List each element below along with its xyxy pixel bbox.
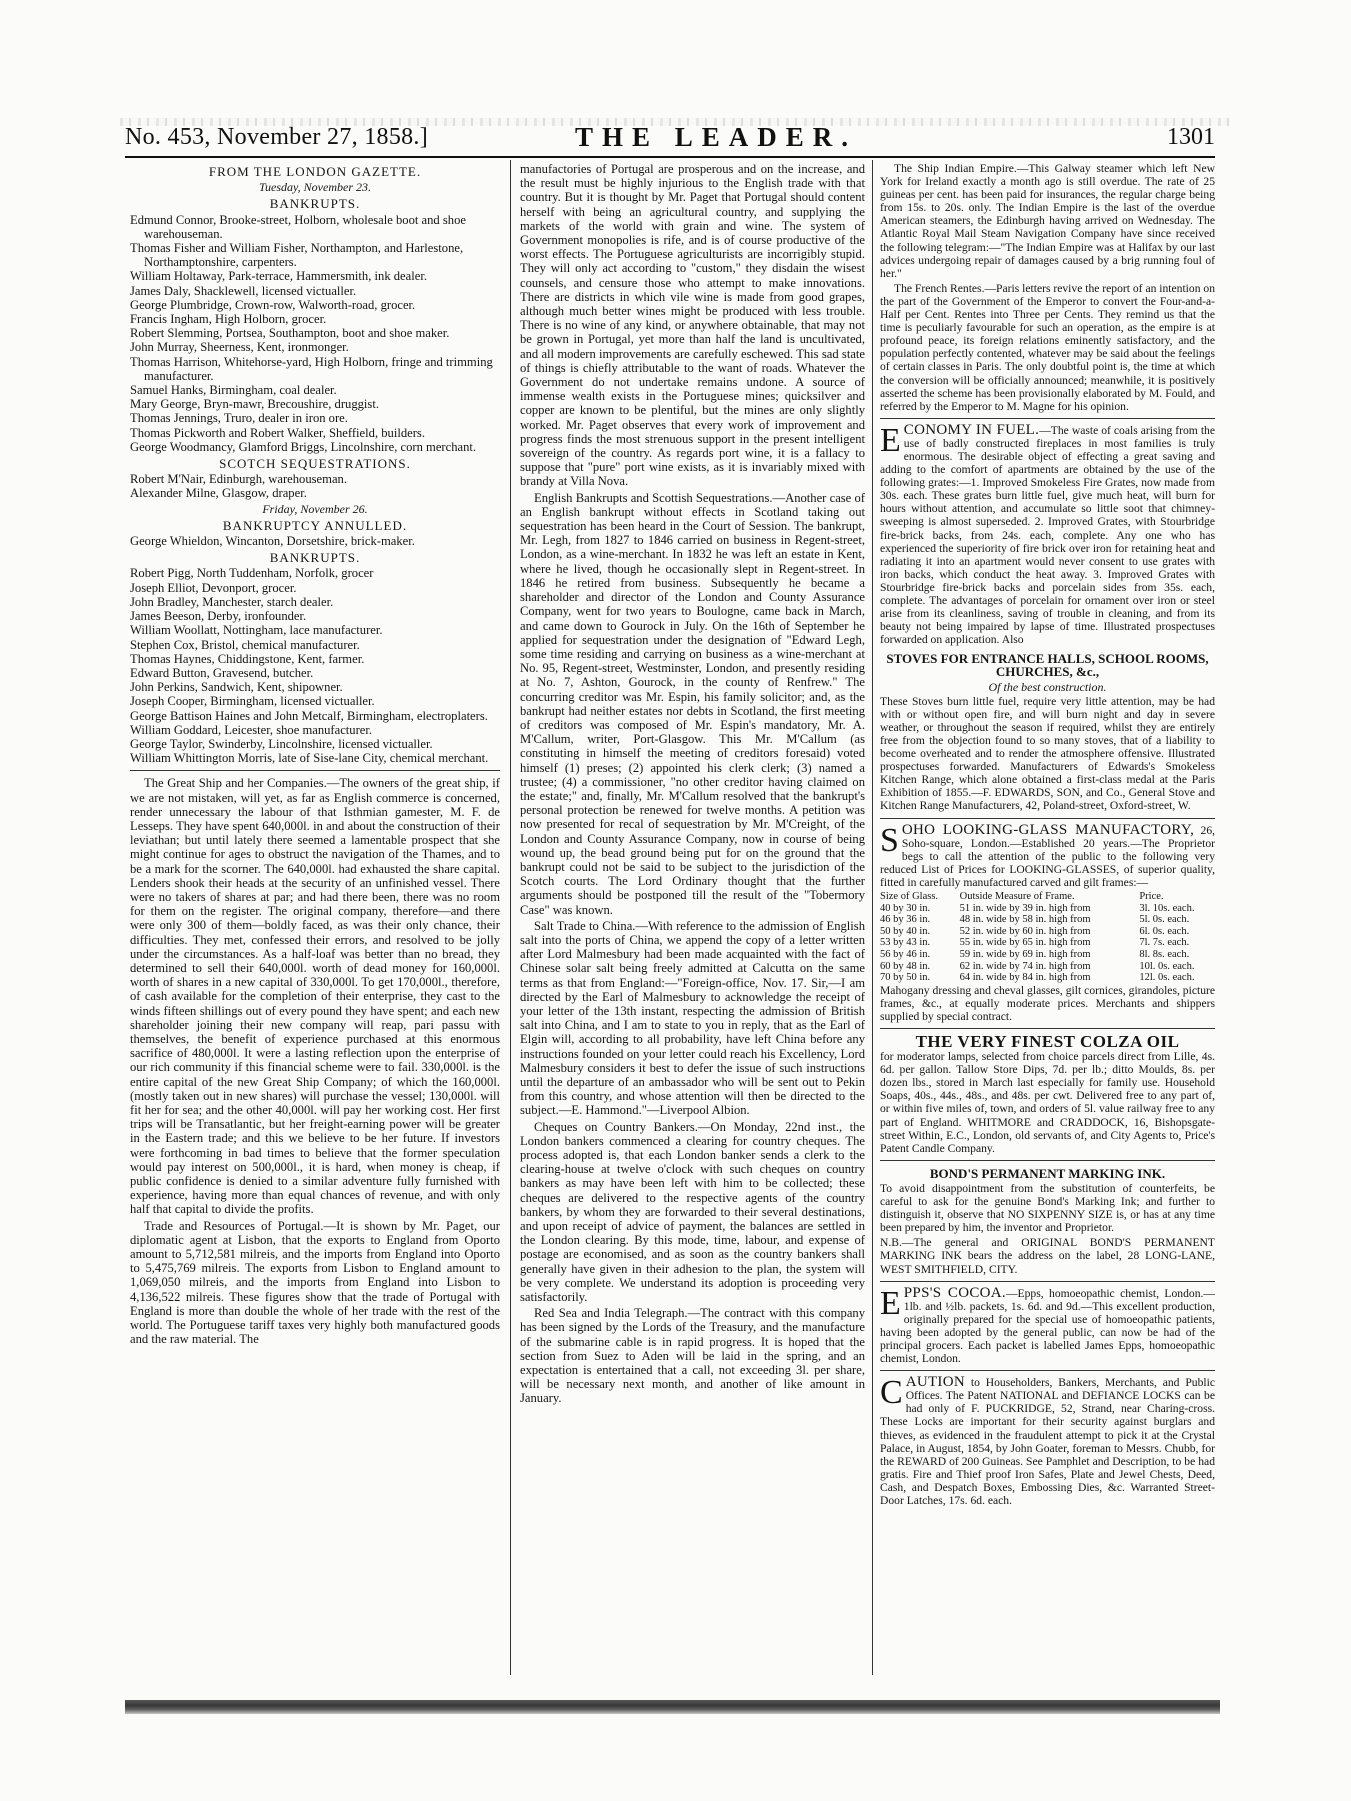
list-item: John Murray, Sheerness, Kent, ironmonger. [130,340,349,355]
table-header: Price. [1139,890,1164,902]
dropcap: E [880,1284,901,1322]
ad-colza-heading: THE VERY FINEST COLZA OIL [915,1032,1180,1051]
list-item: Thomas Jennings, Truro, dealer in iron ore. [130,411,348,426]
gazette-heading: FROM THE LONDON GAZETTE. [208,164,422,179]
dropcap: C [880,1374,903,1412]
list-item: Mary George, Bryn-mawr, Brecoushire, druggist. [130,397,379,412]
list-item: Thomas Pickworth and Robert Walker, Sheffield, builders. [130,425,425,440]
ad-headline: OHO LOOKING-GLASS MANUFACTORY, [901,821,1195,838]
list-item: Francis Ingham, High Holborn, grocer. [130,312,327,327]
list-item: Joseph Cooper, Birmingham, licensed victualler. [130,694,375,709]
ad-stoves-subheading: Of the best construction. [988,679,1107,694]
ad-body: —Epps, homoeopathic chemist, London.—1lb. and ½lb. packets, 1s. 6d. and 9d.—This excellent production, originally prepared for the special use of homoeopathic patients, having been adopted by the general public, can now be had of the principal grocers. Each packet is labelled James Epps, homoeopathic chemist, London. [880,1286,1215,1366]
list-item: John Perkins, Sandwich, Kent, shipowner. [130,680,343,695]
table-row [880,949,1215,961]
ad-colza-body: for moderator lamps, selected from choice parcels direct from Lille, 4s. 6d. per gallon. Tallow Store Dips, 7d. per lb.; ditto Moulds, 8s. per dozen lbs., stored in March last especially for family use. Household Soaps, 40s., 44s., 48s., and 48s. per cwt. Delivered free to any part of, or within five miles of, town, and orders of 5l. value railway free to any part of England. WHITMORE and CRADDOCK, 16, Bishopsgate-street Within, E.C., London, old servants of, and City Agents to, Price's Patent Candle Company. [880,1050,1215,1155]
masthead-rule [125,156,1215,158]
article-french-rentes: The French Rentes.—Paris letters revive the report of an intention on the part of the Government of the Emperor to convert the Four-and-a-Half per Cent. Rentes into Three per Cents. They remind us that the time is peculiarly favourable for such an operation, as the empire is at profound peace, its foreign relations eminently satisfactory, and the population perfectly contented, whatever may be said about the feelings of certain classes in Paris. The only doubtful point is, the time at which the conversion will be officially announced; meanwhile, it is positively asserted the scheme has been provisionally elaborated by M. Fould, and referred by the Emperor to M. Magne for his opinion. [880,281,1215,413]
section-divider [130,770,500,771]
column-3 [880,162,1215,1509]
dropcap: S [880,821,899,859]
table-cell: 62 in. wide by 74 in. high from [959,960,1091,972]
column-2 [520,162,865,1408]
list-item: William Woollatt, Nottingham, lace manufacturer. [130,623,383,638]
list-item: Robert M'Nair, Edinburgh, warehouseman. [130,472,347,487]
ad-bond-heading: BOND'S PERMANENT MARKING INK. [929,1165,1166,1181]
newspaper-title: THE LEADER. [575,122,858,152]
ad-stoves-body: These Stoves burn little fuel, require very little attention, may be had with or without open fire, and will burn night and day in severe weather, or throughout the season if required, whilst they are entirely free from the objection found to so many stoves, that of a liability to become overheated and to render the atmosphere offensive. Illustrated prospectuses forwarded. Manufacturers of Edwards's Smokeless Kitchen Range, which alone obtained a first-class medal at the Paris Exhibition of 1855.—F. EDWARDS, SON, and Co., General Stove and Kitchen Range Manufacturers, 42, Poland-street, Oxford-street, W. [880,694,1215,813]
table-cell: 53 by 43 in. [880,937,931,949]
list-item: Robert Pigg, North Tuddenham, Norfolk, grocer [130,566,374,581]
ad-epps-cocoa [880,1284,1215,1366]
column-divider-1 [510,160,511,1675]
table-cell: 40 by 30 in. [880,902,931,914]
article-red-sea-telegraph: Red Sea and India Telegraph.—The contract with this company has been signed by the Lords of the Treasury, and the manufacture of the submarine cable is in rapid progress. It is hoped that the section from Suez to Aden will be laid in the spring, and an expectation is entertained that a call, not exceeding 3l. per share, will be necessary next month, and another of like amount in January. [520,1306,865,1406]
ad-stoves-heading: STOVES FOR ENTRANCE HALLS, SCHOOL ROOMS, CHURCHES, &c., [886,651,1209,680]
list-item: Edward Button, Gravesend, butcher. [130,665,314,680]
table-cell: 60 by 48 in. [880,960,931,972]
table-cell: 6l. 0s. each. [1139,925,1190,937]
list-item: Stephen Cox, Bristol, chemical manufacturer. [130,637,360,652]
dropcap: E [880,421,901,459]
scan-edge-bottom [125,1700,1220,1714]
list-item: William Whittington Morris, late of Sise-lane City, chemical merchant. [130,751,489,766]
article-indian-empire: The Ship Indian Empire.—This Galway steamer which left New York for Ireland exactly a month ago is still overdue. The rate of 25 guineas per cent. has been paid for insurances, the regular charge being from 15s. to 20s. only. The Indian Empire is the last of the overdue American steamers, the Edinburgh having arrived on Wednesday. The Atlantic Royal Mail Steam Navigation Company have since received the following telegram:—"The Indian Empire was at Halifax by our last advices undergoing repair of damages caused by a brig running foul of her." [880,162,1215,280]
ad-headline: PPS'S COCOA. [903,1284,1006,1301]
table-cell: 52 in. wide by 60 in. high from [959,925,1091,937]
ad-body: 26, Soho-square, London.—Established 20 years.—The Proprietor begs to call the attention of the public to the following very reduced List of Prices for LOOKING-GLASSES, of superior quality, fitted in carefully manufactured carved and gilt frames:— [880,823,1216,889]
issue-line: No. 453, November 27, 1858.] [125,124,429,150]
table-cell: 56 by 46 in. [880,948,931,960]
column-1 [130,162,500,1348]
article-english-bankrupts: English Bankrupts and Scottish Sequestrations.—Another case of an English bankrupt without effects in Scotland taking out sequestration has been heard in the Court of Session. The bankrupt, Mr. Legh, from 1827 to 1846 carried on business in Regent-street, London, as a wine-merchant. In 1832 he was left an estate in Kent, where he lived, though he occasionally slept in Regent-street. In 1846 he retired from business. Subsequently he became a shareholder and director of the London and County Assurance Company, went for two years to Boulogne, came back in March, and came down to Gourock in July. On the 16th of September he applied for sequestration under the designation of "Edward Legh, some time residing and carrying on business as a wine-merchant at No. 95, Regent-street, Westminster, London, and presently residing at No. 7, Ashton, Gourock, in the county of Renfrew." The concurring creditor was Mr. Espin, his family solicitor; and, as the bankrupt had neither estates nor debts in Scotland, the first meeting of creditors was composed of Mr. Espin's mandatory, Mr. A. M'Callum, writer, Port-Glasgow. This Mr. M'Callum (as constituting in himself the meeting of creditors foresaid) voted himself (1) preses; (2) appointed his clerk clerk; (3) named a trustee; (4) a commissioner, "no other creditor having claimed on the estate;" and, finally, Mr. M'Callum resolved that the bankrupt's personal protection be renewed for twelve months. A petition was now presented for recal of sequestration by Mr. M'Creight, of the London and County Assurance Company, now in course of being wound up, the bead ground being put for on the ground that the bankrupt could not be said to be subject to the jurisdiction of the Scotch courts. The Lord Ordinary thought that the further arguments should be postponed till the result of the "Tobermory Case" was known. [520,490,865,917]
table-row [880,961,1215,973]
bankrupts-list-2 [130,566,500,765]
ad-headline: CONOMY IN FUEL. [903,421,1040,438]
table-cell: 10l. 0s. each. [1139,960,1195,972]
ad-body: to Householders, Bankers, Merchants, and Public Offices. The Patent NATIONAL and DEFIANCE LOCKS can be had only of F. PUCKRIDGE, 52, Strand, near Charing-cross. These Locks are important for their security against burglars and thieves, as evidenced in the fraudulent attempt to pick it at the Crystal Palace, in August, 1854, by John Goater, foreman to Messrs. Chubb, for the REWARD of 200 Guineas. See Pamphlet and Description, to be had gratis. Fire and Thief proof Iron Safes, Plate and Jewel Chests, Deed, Cash, and Despatch Boxes, Embossing Dies, &c. Warranted Street-Door Latches, 17s. 6d. each. [880,1376,1215,1507]
table-cell: 64 in. wide by 84 in. high from [959,972,1091,984]
ad-soho-looking-glass [880,821,1216,889]
list-item: Thomas Harrison, Whitehorse-yard, High Holborn, fringe and trimming manufacturer. [130,354,493,383]
table-row [880,914,1215,926]
ad-bond-body: To avoid disappointment from the substitution of counterfeits, be careful to ask for the genuine Bond's Marking Ink; and further to distinguish it, observe that NO SIXPENNY SIZE is, or has at any time been prepared by him, the inventor and Proprietor. [880,1181,1215,1235]
list-item: William Holtaway, Park-terrace, Hammersmith, ink dealer. [130,269,427,284]
gazette-date-2: Friday, November 26. [262,501,368,516]
article-salt-trade: Salt Trade to China.—With reference to the admission of English salt into the ports of China, we append the copy of a letter written after Lord Malmesbury had been made acquainted with the fact of Chinese solar salt being freely admitted at Calcutta on the same terms as that from England:—"Foreign-office, Nov. 17. Sir,—I am directed by the Earl of Malmesbury to acknowledge the receipt of your letter of the 13th instant, respecting the admission of British salt into China, and I am to state to you in reply, that as the Earl of Elgin will, according to all probability, have left China before any instructions founded on your letter could reach his Excellency, Lord Malmesbury considers it best to defer the issue of such instructions until the departure of an ambassador who will be sent out to Pekin from this country, and whose attention will then be directed to the subject.—E. Hammond."—Liverpool Albion. [520,918,865,1118]
table-cell: 12l. 0s. each. [1139,972,1195,984]
list-item: Thomas Fisher and William Fisher, Northampton, and Harlestone, Northamptonshire, carpenters. [130,241,464,270]
section-divider [880,1281,1215,1282]
price-table [880,891,1215,984]
article-trade-portugal: Trade and Resources of Portugal.—It is shown by Mr. Paget, our diplomatic agent at Lisbon, that the exports to England from Oporto amount to 5,712,581 milreis, and the imports from England into Oporto to 5,475,769 milreis. The exports from Lisbon to England amount to 1,069,050 milreis, and the imports from England into Lisbon to 4,136,522 milreis. These figures show that the trade of Portugal with England is more than double the whole of her trade with the rest of the world. The Portuguese tariff taxes very highly both manufactured goods and the raw material. The [130,1218,500,1347]
section-divider [880,418,1215,419]
gazette-date-1: Tuesday, November 23. [259,180,371,195]
table-cell: 51 in. wide by 39 in. high from [959,902,1091,914]
table-row [880,937,1215,949]
table-cell: 46 by 36 in. [880,914,931,926]
column-divider-2 [872,160,873,1675]
table-cell: 70 by 50 in. [880,972,931,984]
list-item: James Beeson, Derby, ironfounder. [130,609,307,624]
table-cell: 59 in. wide by 69 in. high from [959,948,1091,960]
bankrupts-list-1 [130,213,500,454]
list-item: Alexander Milne, Glasgow, draper. [130,486,307,501]
section-divider [880,1160,1215,1161]
ad-caution-locks [880,1376,1215,1507]
list-item: Joseph Elliot, Devonport, grocer. [130,580,297,595]
list-item: Robert Slemming, Portsea, Southampton, boot and shoe maker. [130,326,450,341]
scotch-heading: SCOTCH SEQUESTRATIONS. [219,456,411,472]
table-cell: 55 in. wide by 65 in. high from [959,937,1091,949]
list-item: Edmund Connor, Brooke-street, Holborn, wholesale boot and shoe warehouseman. [130,212,466,241]
table-cell: 8l. 8s. each. [1139,948,1190,960]
table-cell: 50 by 40 in. [880,925,931,937]
article-portugal-continued: manufactories of Portugal are prosperous and on the increase, and the result must be highly injurious to the English trade with that country. But it is thought by Mr. Paget that Portugal should content herself with being an agricultural country, and supplying the markets of the world with grain and wine. The system of Government monopolies is rife, and is of course productive of the worst effects. The Portuguese agriculturists are incorrigibly stupid. They will only act according to "custom," they disdain the wisest counsels, and censure those who attempt to make innovations. There are districts in which vile wine is made from good grapes, although much better wines might be produced with less trouble. There is no wine of any kind, or anywhere obtainable, that may not be grown in Portugal, yet more than half the land is uncultivated, and all modern improvements are carefully eschewed. This sad state of things is chiefly attributable to the want of roads. Whatever the Government do not undertake remains undone. A source of immense wealth exists in the Portuguese mines; quicksilver and copper are known to be plentiful, but the mines are only slightly worked. Mr. Paget observes that every work of improvement and progress finds the most strenuous support in the present intelligent sovereign of the country. As regards port wine, it is a fallacy to suppose that "pure" port wine exists, as it is invariably mixed with brandy at Villa Nova. [520,162,865,489]
annulled-heading: BANKRUPTCY ANNULLED. [222,517,408,533]
table-cell: 7l. 7s. each. [1139,937,1190,949]
article-great-ship: The Great Ship and her Companies.—The owners of the great ship, if we are not mistaken, will yet, as far as English commerce is concerned, render unnecessary the labour of that Isthmian gamester, M. F. de Lesseps. They have spent 640,000l. in and about the construction of their leviathan; but until lately there seemed a lamentable prospect that she might continue for ages to obstruct the navigation of the Thames, and to be a mark for the scorner. The 640,000l. had exhausted the share capital. Lenders shook their heads at the security of an unfinished vessel. There were no takers of shares at par; and had there been, there was no room for them on the register. The original company, therefore—and there were only 300 of them—boldly faced, as was their only chance, their difficulties. They met, confessed their errors, and resolved to be jolly under the circumstances. As a half-loaf was better than no bread, they determined to sell their 640,000l. worth of dead money for 160,000l. worth of shares in a new capital of 330,000l. To get 170,000l., therefore, of cash available for the completion of their enterprise, they cast to the winds fifteen shillings out of every pound they have spent; and each new shareholder joining their new company will reap, pari passu with themselves, the benefit of experience purchased at this enormous sacrifice of 480,000l. It were a lasting reflection upon the enterprise of our rich community if this financial scheme were to fail. 330,000l. is the entire capital of the new Great Ship Company; of which the 160,000l. (mostly taken out in new shares) will purchase the vessel; 130,000l. will fit her for sea; and the other 40,000l. will pay her working cost. Her first trips will be Transatlantic, but her freight-earning power will be greater in the Eastern trade; and this we believe to be her future. If investors were forthcoming in bad times to believe that the former speculation would pay interest on 500,000l., it is hard, when money is cheap, if public confidence is denied to a similar adventure fully furnished with experience, having more than equal chances of revenue, and with only half that capital to divide the profits. [130,776,500,1217]
list-item: James Daly, Shacklewell, licensed victualler. [130,283,357,298]
bankrupts-heading-1: BANKRUPTS. [269,196,361,212]
bankrupts-heading-2: BANKRUPTS. [269,550,361,566]
ad-body: —The waste of coals arising from the use of badly constructed fireplaces in most families is truly enormous. The desirable object of effecting a great saving and adding to the comfort of apartments are obtained by the use of the following grates:—1. Improved Smokeless Fire Grates, now made from 30s. each. These grates burn little fuel, give much heat, will burn for hours without attention, and accumulate so little soot that chimney-sweeping is almost superseded. 2. Improved Grates, with Stourbridge fire-brick backs, from 24s. each, complete. Any one who has experienced the superiority of fire brick over iron for retaining heat and radiating it into an apartment would never consent to use grates with iron backs, which conduct the heat away. 3. Improved Grates with Stourbridge fire-brick backs and porcelain sides from 35s. each, complete. The advantages of porcelain for ornament over iron or steel arise from its cleanliness, saving of trouble in cleaning, and from its beauty not being impaired by lapse of time. Illustrated prospectuses forwarded on application. Also [880,423,1215,647]
ad-bond-nb: N.B.—The general and ORIGINAL BOND'S PERMANENT MARKING INK bears the address on the label, 28 LONG-LANE, WEST SMITHFIELD, CITY. [880,1236,1215,1276]
list-item: Samuel Hanks, Birmingham, coal dealer. [130,383,337,398]
section-divider [880,818,1215,819]
table-header-row [880,891,1215,903]
ad-headline: AUTION [905,1374,965,1391]
table-cell: 3l. 10s. each. [1139,902,1195,914]
list-item: William Goddard, Leicester, shoe manufacturer. [130,722,373,737]
table-cell: 48 in. wide by 58 in. high from [959,914,1091,926]
ad-economy-fuel [880,421,1215,647]
list-item: George Taylor, Swinderby, Lincolnshire, licensed victualler. [130,736,433,751]
page-number: 1301 [1167,124,1215,150]
table-row [880,926,1215,938]
article-cheques: Cheques on Country Bankers.—On Monday, 22nd inst., the London bankers commenced a clearing for country cheques. The process adopted is, that each London banker sends a clerk to the clearing-house at twelve o'clock with such cheques on country bankers as may have been left with him to be collected; these cheques are delivered to the respective agents of the country bankers, by whom they are forwarded to their several destinations, and upon receipt of advice of payment, the balances are settled in the London clearing. By this mode, time, labour, and expense of postage are economised, and as soon as the country bankers shall generally have given in their adhesion to the plan, the system will be very complete. We understand its adoption is proceeding very satisfactorily. [520,1119,865,1305]
table-header: Outside Measure of Frame. [959,890,1075,902]
list-item: Thomas Haynes, Chiddingstone, Kent, farmer. [130,651,365,666]
table-header: Size of Glass. [880,890,939,902]
section-divider [880,1370,1215,1371]
masthead [125,122,1225,152]
ad-soho-footer: Mahogany dressing and cheval glasses, gilt cornices, girandoles, picture frames, &c., at equally moderate prices. Merchants and shippers supplied by special contract. [880,983,1215,1023]
section-divider [880,1028,1215,1029]
list-item: John Bradley, Manchester, starch dealer. [130,594,334,609]
table-row [880,903,1215,915]
list-item: George Plumbridge, Crown-row, Walworth-road, grocer. [130,297,416,312]
list-item: George Woodmancy, Glamford Briggs, Lincolnshire, corn merchant. [130,439,477,454]
list-item: George Battison Haines and John Metcalf, Birmingham, electroplaters. [130,708,488,723]
list-item: George Whieldon, Wincanton, Dorsetshire, brick-maker. [130,534,415,549]
table-row [880,972,1215,984]
table-cell: 5l. 0s. each. [1139,914,1190,926]
